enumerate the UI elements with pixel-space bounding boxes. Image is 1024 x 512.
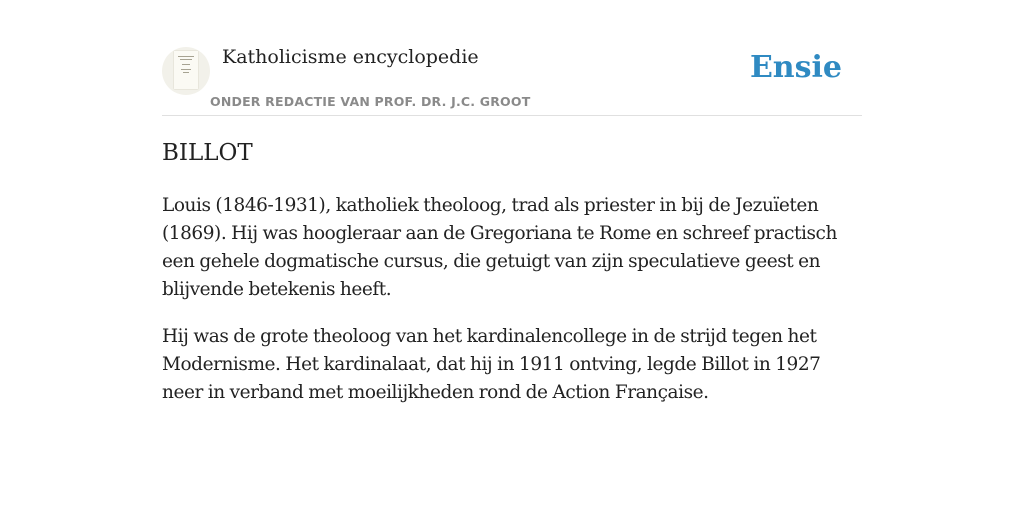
entry-body: [162, 192, 862, 426]
entry-paragraph-2: Hij was de grote theoloog van het kardinalencollege in de strijd tegen het Modernisme. Het kardinalaat, dat hij in 1911 ontving, legde Billot in 1927 neer in verband met moeilijkheden rond de Action Française.: [162, 326, 821, 403]
site-header: [162, 44, 862, 116]
entry-headword: BILLOT: [162, 140, 253, 166]
ensie-logo-link[interactable]: Ensie: [749, 50, 842, 85]
entry-paragraph-1: Louis (1846-1931), katholiek theoloog, trad als priester in bij de Jezuïeten (1869). Hij was hoogleraar aan de Gregoriana te Rome en schreef practisch een gehele dogmatische cursus, die getuigt van zijn speculatieve geest en blijvende betekenis heeft.: [162, 195, 837, 300]
book-title-link[interactable]: Katholicisme encyclopedie: [222, 46, 479, 68]
book-cover-icon[interactable]: [162, 47, 210, 95]
book-cover-page: [174, 51, 198, 89]
editor-line: ONDER REDACTIE VAN PROF. DR. J.C. GROOT: [210, 94, 531, 109]
